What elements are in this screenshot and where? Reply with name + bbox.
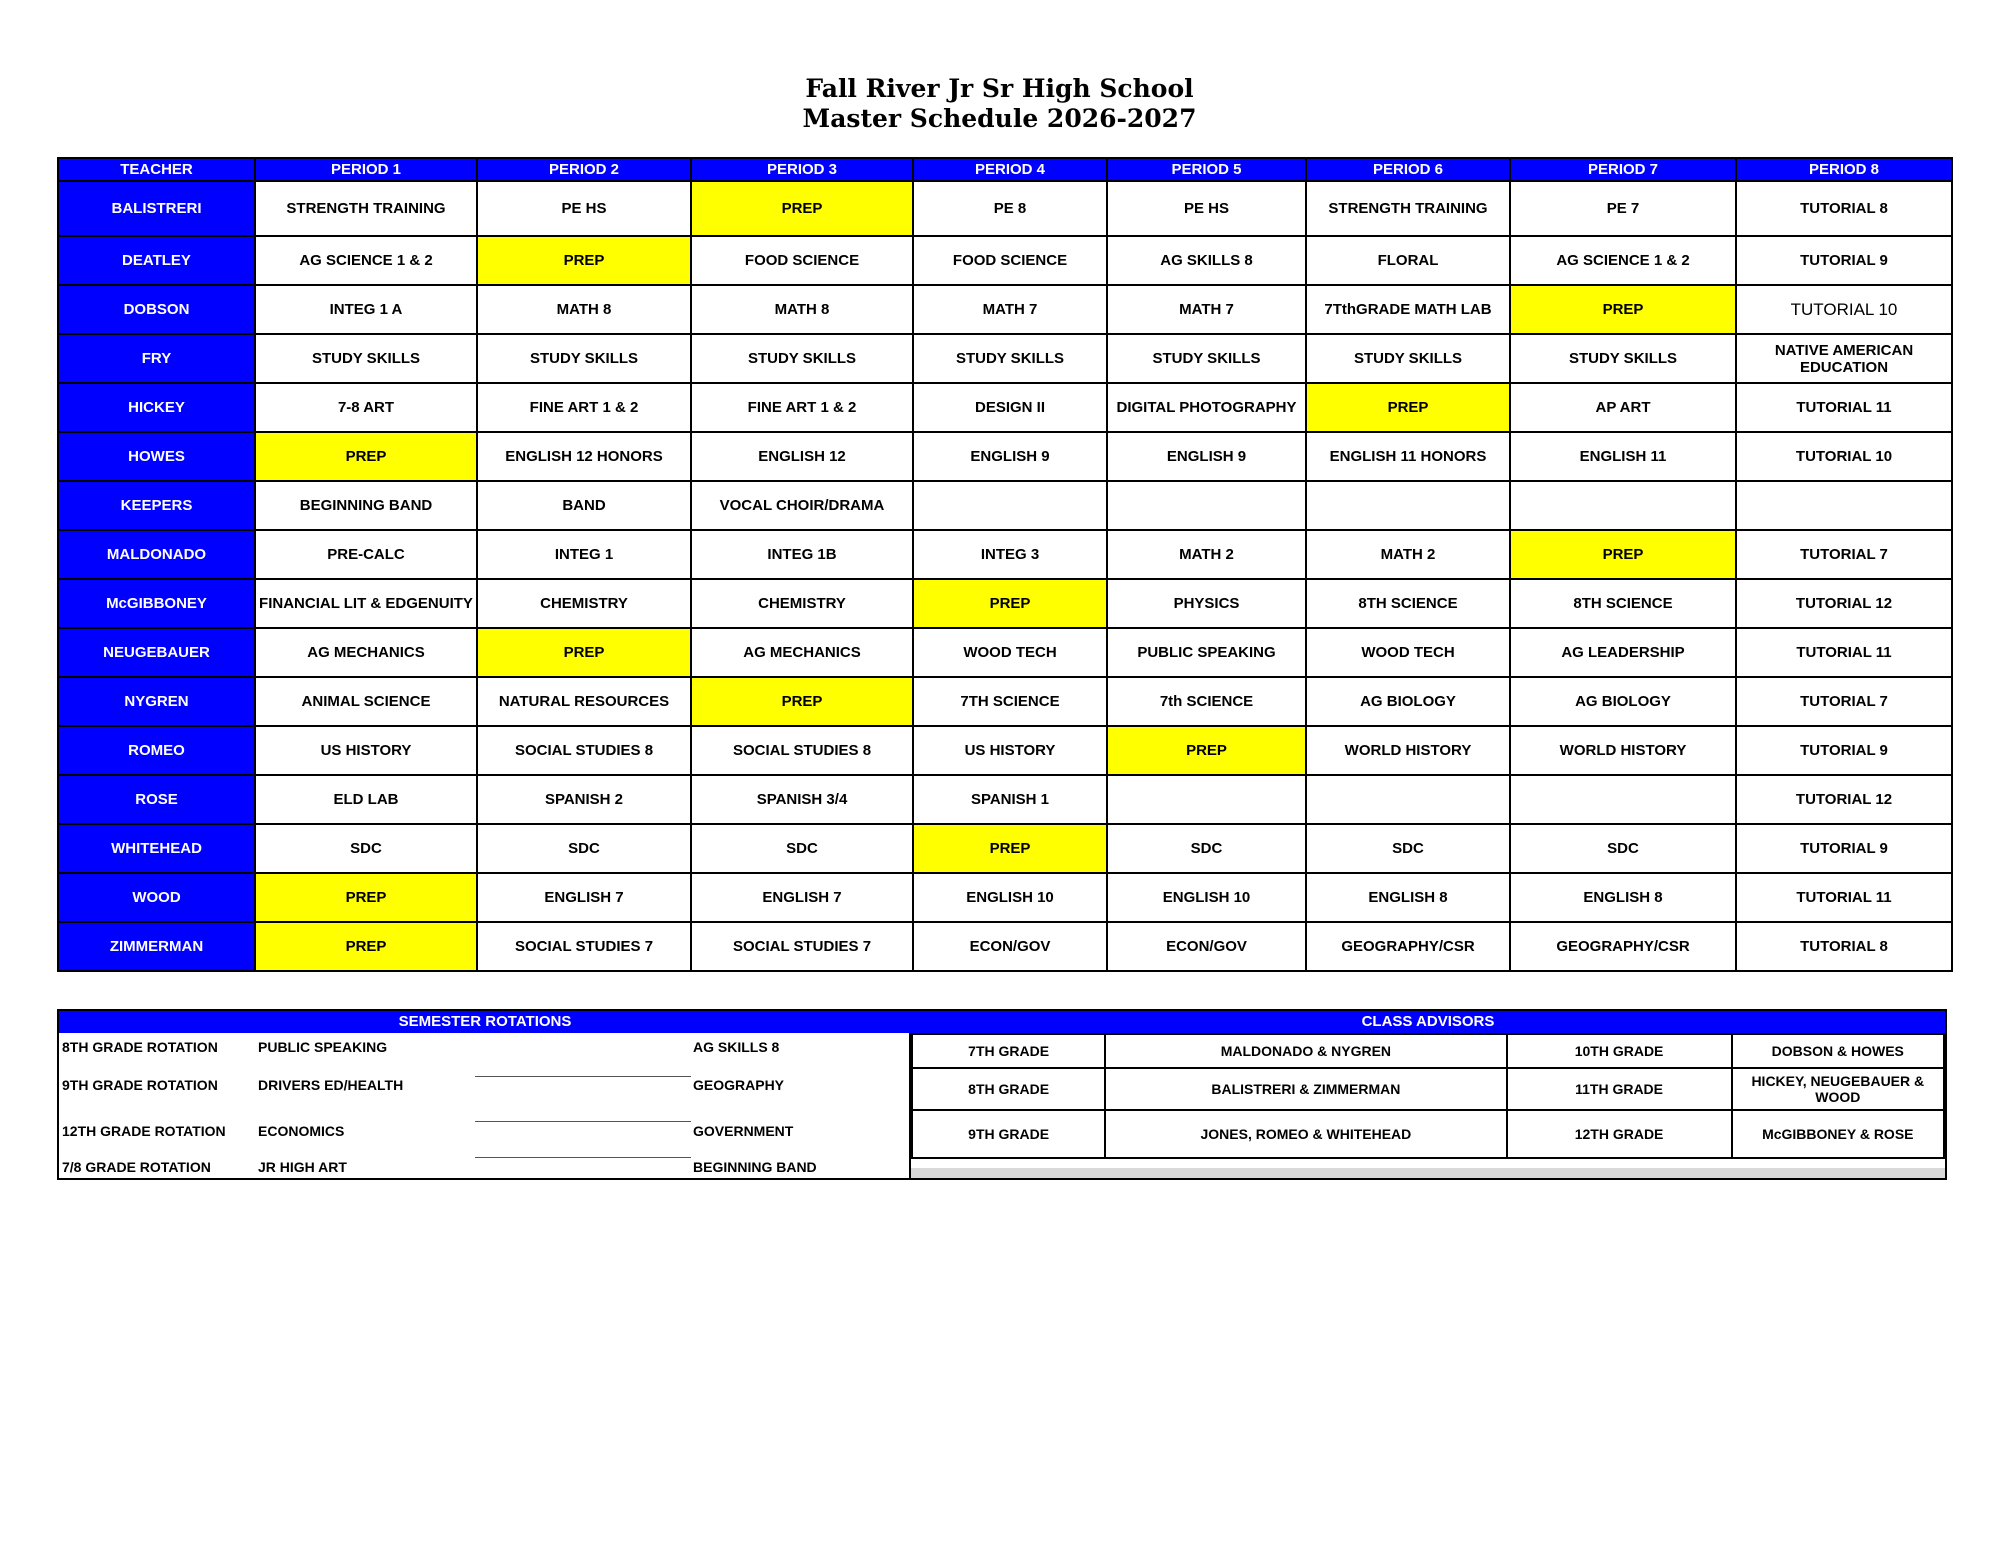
class-cell: VOCAL CHOIR/DRAMA xyxy=(691,481,913,530)
header-period-3: PERIOD 3 xyxy=(691,158,913,181)
class-cell: 7TH SCIENCE xyxy=(913,677,1107,726)
prep-cell: PREP xyxy=(913,824,1107,873)
header-period-7: PERIOD 7 xyxy=(1510,158,1736,181)
class-cell: PUBLIC SPEAKING xyxy=(1107,628,1306,677)
rotation-divider xyxy=(475,1076,691,1077)
class-cell: 8TH SCIENCE xyxy=(1306,579,1510,628)
teacher-name: DEATLEY xyxy=(58,236,255,285)
class-cell xyxy=(1736,481,1952,530)
class-cell: TUTORIAL 9 xyxy=(1736,726,1952,775)
semester-rotations-heading: SEMESTER ROTATIONS xyxy=(59,1011,911,1033)
teacher-name: HOWES xyxy=(58,432,255,481)
class-cell xyxy=(1510,481,1736,530)
prep-cell: PREP xyxy=(255,432,477,481)
class-cell: MATH 7 xyxy=(913,285,1107,334)
class-cell: PE HS xyxy=(1107,181,1306,236)
teacher-name: NYGREN xyxy=(58,677,255,726)
class-cell: NATIVE AMERICAN EDUCATION xyxy=(1736,334,1952,383)
class-cell xyxy=(913,481,1107,530)
class-cell: ELD LAB xyxy=(255,775,477,824)
class-cell: TUTORIAL 8 xyxy=(1736,181,1952,236)
class-cell: TUTORIAL 11 xyxy=(1736,873,1952,922)
class-cell: ENGLISH 12 HONORS xyxy=(477,432,691,481)
school-name: Fall River Jr Sr High School xyxy=(805,74,1194,103)
prep-cell: PREP xyxy=(691,181,913,236)
class-cell: AP ART xyxy=(1510,383,1736,432)
advisor-names: MALDONADO & NYGREN xyxy=(1105,1034,1506,1068)
class-cell: TUTORIAL 10 xyxy=(1736,432,1952,481)
advisor-grade: 10TH GRADE xyxy=(1507,1034,1732,1068)
class-cell: STUDY SKILLS xyxy=(691,334,913,383)
prep-cell: PREP xyxy=(255,873,477,922)
teacher-name: ROMEO xyxy=(58,726,255,775)
class-cell xyxy=(1107,481,1306,530)
class-cell: BEGINNING BAND xyxy=(255,481,477,530)
advisor-grade: 8TH GRADE xyxy=(912,1068,1105,1110)
schedule-row xyxy=(58,236,1952,285)
header-period-6: PERIOD 6 xyxy=(1306,158,1510,181)
footer-panel xyxy=(57,1009,1947,1180)
class-cell: AG SCIENCE 1 & 2 xyxy=(1510,236,1736,285)
teacher-name: DOBSON xyxy=(58,285,255,334)
schedule-row xyxy=(58,181,1952,236)
class-cell: FOOD SCIENCE xyxy=(691,236,913,285)
teacher-name: ROSE xyxy=(58,775,255,824)
advisor-grade: 7TH GRADE xyxy=(912,1034,1105,1068)
advisor-row xyxy=(912,1068,1944,1110)
class-cell: STUDY SKILLS xyxy=(1107,334,1306,383)
rotation-course-a: JR HIGH ART xyxy=(258,1159,347,1175)
class-cell: 7-8 ART xyxy=(255,383,477,432)
header-period-1: PERIOD 1 xyxy=(255,158,477,181)
class-cell: SOCIAL STUDIES 8 xyxy=(691,726,913,775)
class-cell: ENGLISH 11 HONORS xyxy=(1306,432,1510,481)
class-cell: MATH 8 xyxy=(691,285,913,334)
class-cell: MATH 2 xyxy=(1306,530,1510,579)
header-teacher: TEACHER xyxy=(58,158,255,181)
class-cell: SOCIAL STUDIES 7 xyxy=(691,922,913,971)
class-cell: INTEG 1 xyxy=(477,530,691,579)
prep-cell: PREP xyxy=(913,579,1107,628)
class-cell: DIGITAL PHOTOGRAPHY xyxy=(1107,383,1306,432)
class-cell: TUTORIAL 10 xyxy=(1736,285,1952,334)
teacher-name: ZIMMERMAN xyxy=(58,922,255,971)
class-cell: GEOGRAPHY/CSR xyxy=(1510,922,1736,971)
rotation-course-a: DRIVERS ED/HEALTH xyxy=(258,1077,404,1093)
class-cell: SPANISH 3/4 xyxy=(691,775,913,824)
class-cell xyxy=(1306,775,1510,824)
class-advisors-area xyxy=(911,1033,1945,1178)
class-cell: TUTORIAL 8 xyxy=(1736,922,1952,971)
header-period-4: PERIOD 4 xyxy=(913,158,1107,181)
class-cell: INTEG 3 xyxy=(913,530,1107,579)
class-cell: STUDY SKILLS xyxy=(1306,334,1510,383)
class-cell: AG SCIENCE 1 & 2 xyxy=(255,236,477,285)
class-cell: SPANISH 1 xyxy=(913,775,1107,824)
prep-cell: PREP xyxy=(255,922,477,971)
rotation-label: 12TH GRADE ROTATION xyxy=(62,1123,226,1139)
class-cell: BAND xyxy=(477,481,691,530)
class-cell: ANIMAL SCIENCE xyxy=(255,677,477,726)
prep-cell: PREP xyxy=(691,677,913,726)
prep-cell: PREP xyxy=(1510,285,1736,334)
prep-cell: PREP xyxy=(477,628,691,677)
class-cell: ENGLISH 9 xyxy=(913,432,1107,481)
schedule-row xyxy=(58,481,1952,530)
header-period-8: PERIOD 8 xyxy=(1736,158,1952,181)
advisor-grade: 11TH GRADE xyxy=(1507,1068,1732,1110)
schedule-row xyxy=(58,775,1952,824)
class-cell: SDC xyxy=(477,824,691,873)
class-cell: PE 7 xyxy=(1510,181,1736,236)
class-cell: WOOD TECH xyxy=(1306,628,1510,677)
advisors-filler xyxy=(911,1168,1945,1178)
class-cell: AG MECHANICS xyxy=(691,628,913,677)
rotation-course-b: AG SKILLS 8 xyxy=(693,1039,780,1055)
schedule-row xyxy=(58,726,1952,775)
schedule-row xyxy=(58,432,1952,481)
class-cell: ENGLISH 12 xyxy=(691,432,913,481)
rotation-divider xyxy=(475,1157,691,1158)
class-cell: US HISTORY xyxy=(913,726,1107,775)
class-advisors-heading: CLASS ADVISORS xyxy=(911,1011,1945,1033)
rotation-divider xyxy=(475,1121,691,1122)
class-cell: MATH 8 xyxy=(477,285,691,334)
class-cell: PE HS xyxy=(477,181,691,236)
class-cell: TUTORIAL 9 xyxy=(1736,824,1952,873)
class-cell: SDC xyxy=(1306,824,1510,873)
class-cell: FINANCIAL LIT & EDGENUITY xyxy=(255,579,477,628)
semester-rotations-list xyxy=(59,1033,911,1178)
schedule-row xyxy=(58,677,1952,726)
class-cell: AG BIOLOGY xyxy=(1306,677,1510,726)
prep-cell: PREP xyxy=(1107,726,1306,775)
rotation-course-a: ECONOMICS xyxy=(258,1123,345,1139)
advisor-row xyxy=(912,1110,1944,1158)
class-cell: ENGLISH 7 xyxy=(691,873,913,922)
class-cell: AG MECHANICS xyxy=(255,628,477,677)
class-cell: TUTORIAL 7 xyxy=(1736,677,1952,726)
class-cell: GEOGRAPHY/CSR xyxy=(1306,922,1510,971)
schedule-row xyxy=(58,530,1952,579)
class-cell: SOCIAL STUDIES 8 xyxy=(477,726,691,775)
class-cell: ECON/GOV xyxy=(1107,922,1306,971)
class-cell: SDC xyxy=(1510,824,1736,873)
class-cell: AG LEADERSHIP xyxy=(1510,628,1736,677)
rotation-course-b: GOVERNMENT xyxy=(693,1123,794,1139)
class-cell: ENGLISH 11 xyxy=(1510,432,1736,481)
class-cell: TUTORIAL 12 xyxy=(1736,579,1952,628)
rotation-label: 7/8 GRADE ROTATION xyxy=(62,1159,211,1175)
class-cell: PE 8 xyxy=(913,181,1107,236)
schedule-row xyxy=(58,334,1952,383)
rotation-course-b: GEOGRAPHY xyxy=(693,1077,785,1093)
header-row xyxy=(58,158,1952,181)
advisor-grade: 9TH GRADE xyxy=(912,1110,1105,1158)
class-cell: SDC xyxy=(1107,824,1306,873)
class-cell: FINE ART 1 & 2 xyxy=(691,383,913,432)
class-cell: US HISTORY xyxy=(255,726,477,775)
schedule-row xyxy=(58,824,1952,873)
advisor-names: DOBSON & HOWES xyxy=(1732,1034,1944,1068)
class-cell: STRENGTH TRAINING xyxy=(1306,181,1510,236)
class-cell xyxy=(1107,775,1306,824)
prep-cell: PREP xyxy=(1510,530,1736,579)
class-cell: STUDY SKILLS xyxy=(477,334,691,383)
class-cell: 7TthGRADE MATH LAB xyxy=(1306,285,1510,334)
advisor-row xyxy=(912,1034,1944,1068)
header-period-5: PERIOD 5 xyxy=(1107,158,1306,181)
class-cell: SDC xyxy=(691,824,913,873)
teacher-name: KEEPERS xyxy=(58,481,255,530)
class-cell: FLORAL xyxy=(1306,236,1510,285)
class-cell: CHEMISTRY xyxy=(691,579,913,628)
teacher-name: BALISTRERI xyxy=(58,181,255,236)
advisor-names: JONES, ROMEO & WHITEHEAD xyxy=(1105,1110,1506,1158)
class-cell: TUTORIAL 12 xyxy=(1736,775,1952,824)
schedule-row xyxy=(58,628,1952,677)
class-cell: SOCIAL STUDIES 7 xyxy=(477,922,691,971)
teacher-name: WOOD xyxy=(58,873,255,922)
schedule-row xyxy=(58,383,1952,432)
advisor-grade: 12TH GRADE xyxy=(1507,1110,1732,1158)
master-schedule-table xyxy=(57,157,1953,972)
class-cell: INTEG 1B xyxy=(691,530,913,579)
class-cell: TUTORIAL 9 xyxy=(1736,236,1952,285)
class-cell: ENGLISH 10 xyxy=(913,873,1107,922)
class-cell: 7th SCIENCE xyxy=(1107,677,1306,726)
class-cell: SPANISH 2 xyxy=(477,775,691,824)
class-cell: NATURAL RESOURCES xyxy=(477,677,691,726)
rotation-label: 9TH GRADE ROTATION xyxy=(62,1077,218,1093)
schedule-row xyxy=(58,285,1952,334)
class-cell: ECON/GOV xyxy=(913,922,1107,971)
class-cell: PHYSICS xyxy=(1107,579,1306,628)
teacher-name: NEUGEBAUER xyxy=(58,628,255,677)
class-cell: STUDY SKILLS xyxy=(1510,334,1736,383)
class-cell: AG SKILLS 8 xyxy=(1107,236,1306,285)
class-cell: 8TH SCIENCE xyxy=(1510,579,1736,628)
class-cell xyxy=(1306,481,1510,530)
header-period-2: PERIOD 2 xyxy=(477,158,691,181)
class-cell: TUTORIAL 11 xyxy=(1736,383,1952,432)
advisor-names: McGIBBONEY & ROSE xyxy=(1732,1110,1944,1158)
class-cell: STRENGTH TRAINING xyxy=(255,181,477,236)
rotation-label: 8TH GRADE ROTATION xyxy=(62,1039,218,1055)
class-cell: FINE ART 1 & 2 xyxy=(477,383,691,432)
class-cell: WOOD TECH xyxy=(913,628,1107,677)
schedule-row xyxy=(58,579,1952,628)
class-cell xyxy=(1510,775,1736,824)
advisor-names: BALISTRERI & ZIMMERMAN xyxy=(1105,1068,1506,1110)
teacher-name: WHITEHEAD xyxy=(58,824,255,873)
class-advisors-table xyxy=(911,1033,1945,1159)
class-cell: TUTORIAL 11 xyxy=(1736,628,1952,677)
class-cell: DESIGN II xyxy=(913,383,1107,432)
class-cell: PRE-CALC xyxy=(255,530,477,579)
class-cell: ENGLISH 10 xyxy=(1107,873,1306,922)
teacher-name: McGIBBONEY xyxy=(58,579,255,628)
class-cell: WORLD HISTORY xyxy=(1306,726,1510,775)
rotation-course-b: BEGINNING BAND xyxy=(693,1159,817,1175)
advisor-names: HICKEY, NEUGEBAUER & WOOD xyxy=(1732,1068,1944,1110)
class-cell: SDC xyxy=(255,824,477,873)
teacher-name: HICKEY xyxy=(58,383,255,432)
class-cell: STUDY SKILLS xyxy=(255,334,477,383)
class-cell: ENGLISH 9 xyxy=(1107,432,1306,481)
class-cell: AG BIOLOGY xyxy=(1510,677,1736,726)
teacher-name: FRY xyxy=(58,334,255,383)
class-cell: CHEMISTRY xyxy=(477,579,691,628)
schedule-row xyxy=(58,922,1952,971)
rotation-course-a: PUBLIC SPEAKING xyxy=(258,1039,388,1055)
class-cell: ENGLISH 8 xyxy=(1510,873,1736,922)
class-cell: WORLD HISTORY xyxy=(1510,726,1736,775)
class-cell: FOOD SCIENCE xyxy=(913,236,1107,285)
schedule-title: Master Schedule 2026-2027 xyxy=(802,104,1197,133)
class-cell: STUDY SKILLS xyxy=(913,334,1107,383)
class-cell: MATH 7 xyxy=(1107,285,1306,334)
schedule-row xyxy=(58,873,1952,922)
class-cell: ENGLISH 7 xyxy=(477,873,691,922)
prep-cell: PREP xyxy=(1306,383,1510,432)
class-cell: TUTORIAL 7 xyxy=(1736,530,1952,579)
prep-cell: PREP xyxy=(477,236,691,285)
class-cell: ENGLISH 8 xyxy=(1306,873,1510,922)
teacher-name: MALDONADO xyxy=(58,530,255,579)
class-cell: INTEG 1 A xyxy=(255,285,477,334)
class-cell: MATH 2 xyxy=(1107,530,1306,579)
